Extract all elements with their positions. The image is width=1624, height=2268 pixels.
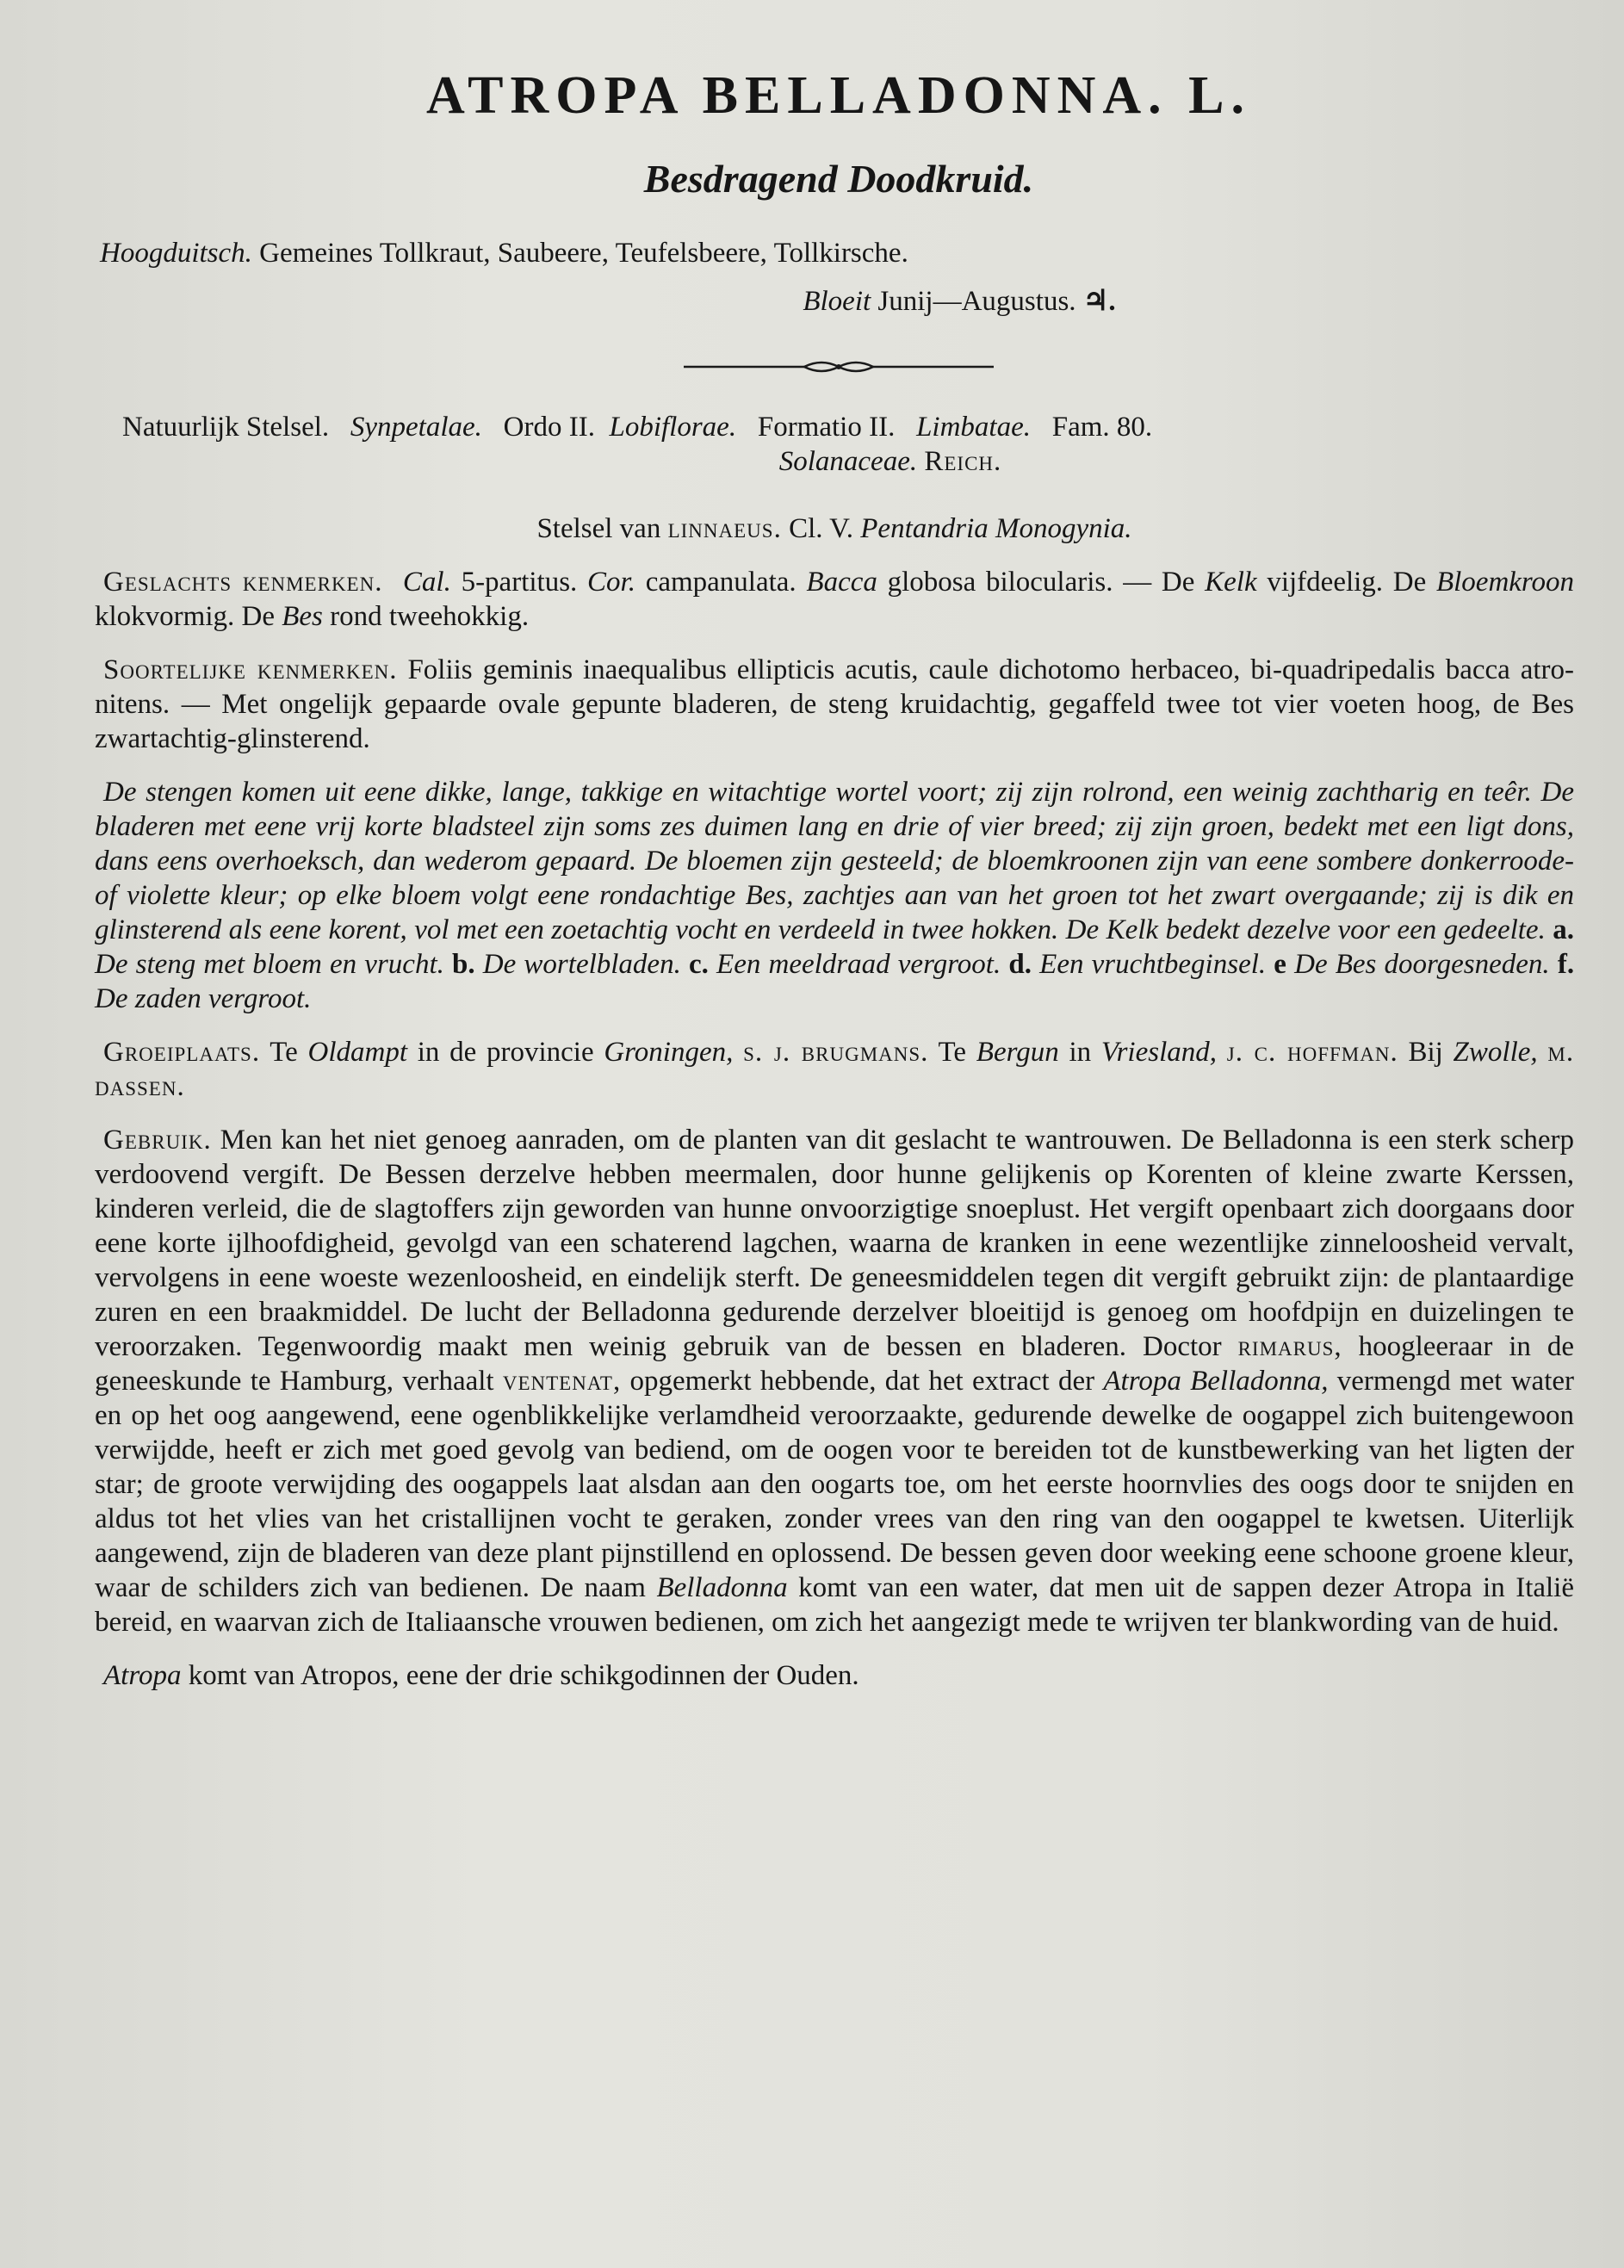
linnaean-label: Stelsel van	[536, 513, 661, 544]
etymology-text: komt van Atropos, eene der drie schikgodinnen der Ouden.	[188, 1660, 859, 1691]
linnaean-class: Cl. V.	[789, 513, 854, 544]
natural-system-line	[95, 410, 1574, 444]
description-paragraph	[95, 775, 1574, 1016]
habitat-province-vriesland: Vriesland,	[1100, 1037, 1218, 1068]
linnaean-system-line	[95, 511, 1574, 546]
figure-f-key: f.	[1557, 949, 1575, 980]
cal-label: Cal.	[402, 567, 451, 598]
usage-paragraph	[95, 1123, 1574, 1639]
natural-class: Synpetalae.	[350, 412, 482, 443]
genus-heading: Geslachts kenmerken.	[103, 567, 383, 598]
usage-text-3: opgemerkt hebbende, dat het extract der	[629, 1366, 1095, 1397]
habitat-place-bergun: Bergun	[976, 1037, 1059, 1068]
natural-system-label: Natuurlijk Stelsel.	[122, 412, 330, 443]
collector-hoffman: j. c. hoffman.	[1226, 1037, 1398, 1068]
species-text: Foliis geminis inaequalibus ellipticis acutis, caule dichotomo herbaceo, bi-quadripedalis bacca atro-nitens. — Met ongelijk gepaarde ovale gepunte bladeren, de steng kruidachtig, gegaffeld twee tot vier voeten hoog, de Bes zwartachtig-glinsterend.	[95, 654, 1575, 754]
figure-b-text: De wortelbladen.	[482, 949, 681, 980]
figure-d-key: d.	[1008, 949, 1032, 980]
figure-a-key: a.	[1553, 914, 1575, 945]
habitat-text-1: Te	[270, 1037, 298, 1068]
bes-label: Bes	[282, 601, 323, 632]
usage-belladonna: Belladonna	[656, 1572, 788, 1603]
bacca-text: globosa bilocularis. — De	[887, 567, 1195, 598]
cor-text: campanulata.	[645, 567, 797, 598]
cor-label: Cor.	[587, 567, 635, 598]
usage-name-rimarus: rimarus,	[1237, 1331, 1342, 1362]
kelk-text: vijfdeelig. De	[1267, 567, 1427, 598]
usage-atropa-belladonna: Atropa Belladonna,	[1103, 1366, 1329, 1397]
formatio-label: Formatio II.	[757, 412, 896, 443]
figure-e-key: e	[1274, 949, 1286, 980]
habitat-province-groningen: Groningen,	[604, 1037, 734, 1068]
ornament-divider	[684, 356, 994, 377]
hoogduitsch-label: Hoogduitsch.	[100, 238, 252, 269]
habitat-paragraph	[95, 1035, 1574, 1104]
page-title: ATROPA BELLADONNA. L.	[425, 66, 1251, 125]
figure-e-text: De Bes doorgesneden.	[1294, 949, 1550, 980]
flowering-line	[95, 284, 1583, 319]
bloemkroon-text: klokvormig. De	[95, 601, 275, 632]
collector-dassen: m. dassen.	[95, 1037, 1575, 1102]
family-number: Fam. 80.	[1051, 412, 1153, 443]
usage-text-2: hoogleeraar in de geneeskunde te Hamburg, verhaalt	[95, 1331, 1575, 1397]
habitat-text-4: in	[1069, 1037, 1092, 1068]
figure-d-text: Een vruchtbeginsel.	[1039, 949, 1267, 980]
etymology-paragraph	[95, 1658, 1574, 1693]
habitat-text-3: Te	[938, 1037, 967, 1068]
figure-a-text: De steng met bloem en vrucht.	[95, 949, 444, 980]
figure-b-key: b.	[452, 949, 475, 980]
usage-name-ventenat: ventenat,	[502, 1366, 622, 1397]
bloeit-label: Bloeit	[803, 286, 871, 317]
bes-text: rond tweehokkig.	[330, 601, 530, 632]
ordo-label: Ordo II.	[503, 412, 595, 443]
figure-c-text: Een meeldraad vergroot.	[716, 949, 1001, 980]
collector-brugmans: s. j. brugmans.	[743, 1037, 929, 1068]
genus-characteristics	[95, 565, 1574, 634]
usage-text-4: vermengd met water en op het oog aangewend, eene ogenblikkelijke verlamdheid veroorzaakte, gedurende dewelke de oogappel zich buitengewoon verwijdde, heeft er zich met goed gevolg van bediend, om de oogen voor te bereiden tot de kunstbewerking van het ligten der star; de groote verwijding des oogappels laat alsdan aan den oogarts toe, om het eerste hoornvlies des oogs door te snijden en aldus tot het vlies van het cristallijnen vocht te geraken, zonder vrees van den ring van den oogappel te kwetsen. Uiterlijk aangewend, zijn de bladeren van deze plant pijnstillend en oplossend. De bessen geven door weeking eene schoone groene kleur, waar de schilders zich van bedienen. De naam	[95, 1366, 1575, 1603]
family-name: Solanaceae.	[778, 446, 918, 477]
bloemkroon-label: Bloemkroon	[1435, 567, 1575, 598]
species-characteristics	[95, 653, 1574, 756]
figure-c-key: c.	[688, 949, 709, 980]
page-subtitle: Besdragend Doodkruid.	[643, 157, 1034, 201]
linnaeus-name: linnaeus.	[667, 513, 782, 544]
habitat-place-zwolle: Zwolle,	[1453, 1037, 1538, 1068]
figure-f-text: De zaden vergroot.	[95, 983, 312, 1014]
species-heading: Soortelijke kenmerken.	[103, 654, 398, 685]
habitat-heading: Groeiplaats.	[103, 1037, 261, 1068]
cal-text: 5-partitus.	[461, 567, 578, 598]
habitat-place-oldampt: Oldampt	[307, 1037, 407, 1068]
formatio-name: Limbatae.	[916, 412, 1031, 443]
usage-text-1: Men kan het niet genoeg aanraden, om de planten van dit geslacht te wantrouwen. De Belladonna is een sterk scherp verdoovend vergift. De Bessen derzelve hebben meermalen, door hunne gelijkenis op Korenten of kleine zwarte Kerssen, kinderen verleid, die de slagtoffers zijn geworden van hunne onvoorzigtige snoeplust. Het vergift openbaart zich doorgaans door eene korte ijlhoofdigheid, gevolgd van een schaterend lagchen, waarna de kranken in eene wezentlijke zinneloosheid vervalt, vervolgens in eene woeste wezenloosheid, en eindelijk sterft. De geneesmiddelen tegen dit vergift gebruikt zijn: de plantaardige zuren en een braakmiddel. De lucht der Belladonna gedurende derzelver bloeitijd is genoeg om hoofdpijn en duizelingen te veroorzaken. Tegenwoordig maakt men weinig gebruik van de bessen en bladeren. Doctor	[95, 1125, 1574, 1362]
usage-text-5: komt van een water, dat men uit de sappen dezer Atropa in Italië bereid, en waarvan zich de Italiaansche vrouwen bedienen, om zich het aangezigt mede te wrijven ter blankwording van de huid.	[95, 1572, 1574, 1638]
common-names-line	[95, 236, 1583, 270]
family-author: Reich.	[924, 446, 1002, 477]
linnaean-class-name: Pentandria Monogynia.	[860, 513, 1132, 544]
bacca-label: Bacca	[806, 567, 877, 598]
etymology-atropa: Atropa	[103, 1660, 182, 1691]
perennial-symbol: ♃.	[1082, 286, 1116, 317]
habitat-text-2: in de provincie	[417, 1037, 594, 1068]
description-text: De stengen komen uit eene dikke, lange, takkige en witachtige wortel voort; zij zijn rolrond, een weinig zachtharig en teêr. De bladeren met eene vrij korte bladsteel zijn soms zes duimen lang en drie of vier breed; zij zijn groen, bedekt met een ligt dons, dans eens overhoeksch, dan wederom gepaard. De bloemen zijn gesteeld; de bloemkroonen zijn van eene sombere donkerroode- of violette kleur; op elke bloem volgt eene rondachtige Bes, zachtjes aan van het groen tot het zwart overgaande; zij is dik en glinsterend als eene korent, vol met een zoetachtig vocht en verdeeld in twee hokken. De Kelk bedekt dezelve voor een gedeelte.	[95, 777, 1574, 945]
habitat-text-5: Bij	[1408, 1037, 1443, 1068]
bloeit-period: Junij—Augustus.	[877, 286, 1076, 317]
usage-heading: Gebruik.	[103, 1125, 212, 1156]
family-line	[95, 444, 1574, 479]
kelk-label: Kelk	[1205, 567, 1257, 598]
hoogduitsch-names: Gemeines Tollkraut, Saubeere, Teufelsbeere, Tollkirsche.	[259, 238, 908, 269]
ordo-name: Lobiflorae.	[609, 412, 737, 443]
